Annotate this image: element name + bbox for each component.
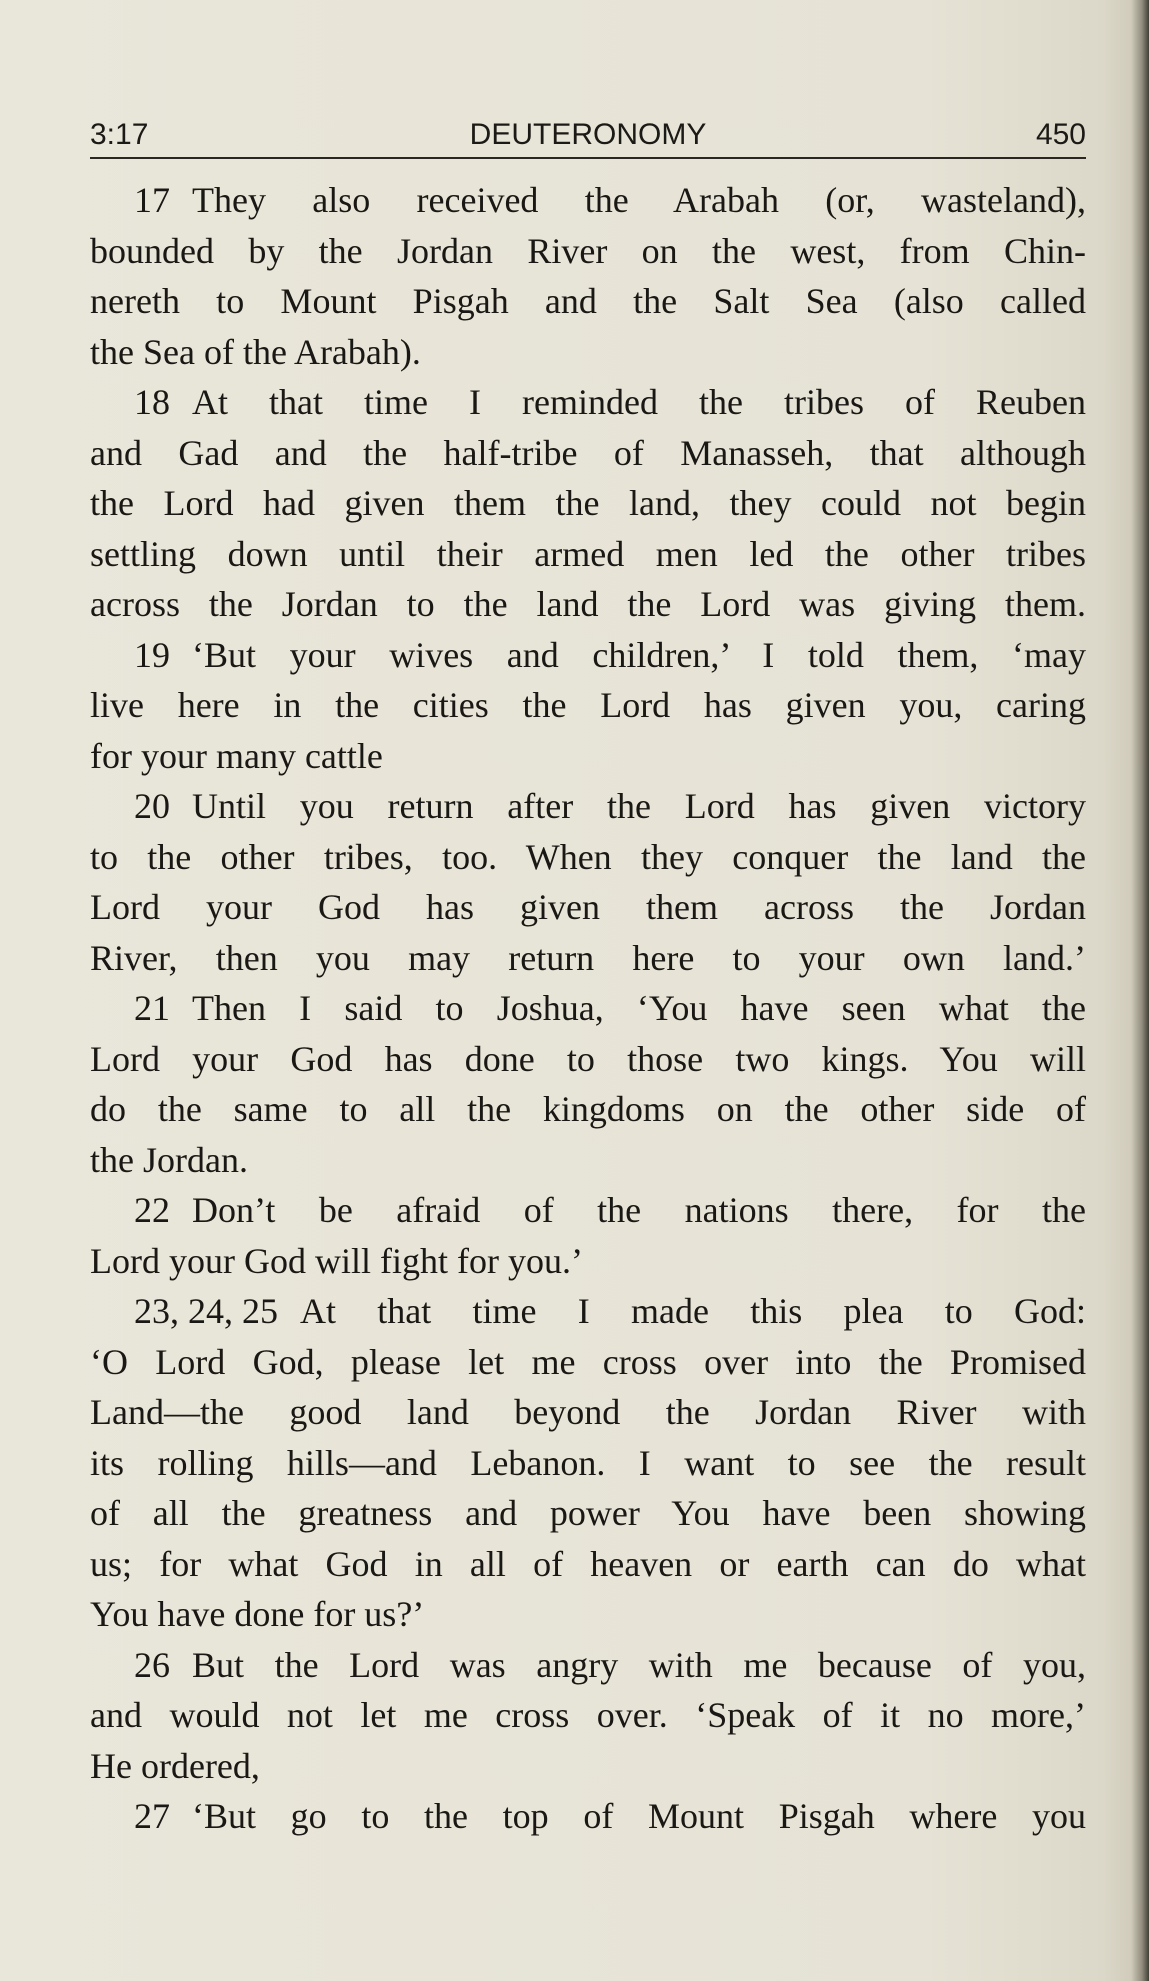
verse-number: 23, 24, 25 (134, 1291, 278, 1331)
text-line: of all the greatness and power You have been showing (90, 1493, 1086, 1533)
text-line: settling down until their armed men led the other tribes (90, 533, 1086, 574)
verse (90, 1791, 1086, 1842)
text-line: Lord your God has done to those two kings. You will (90, 1038, 1086, 1079)
text-line: 22 Don’t be afraid of the nations there, for the (90, 1185, 1086, 1236)
text-line: You have done for us?’ (90, 1594, 425, 1634)
text-line: us; for what God in all of heaven or earth can do what (90, 1543, 1086, 1584)
verse-number: 18 (134, 382, 170, 422)
text-line: its rolling hills—and Lebanon. I want to see the result (90, 1442, 1086, 1483)
text-line: He ordered, (90, 1745, 260, 1786)
text-line: Lord your God has given them across the Jordan (90, 887, 1086, 927)
text-line: and Gad and the half-tribe of Manasseh, that although (90, 432, 1086, 473)
verse-number: 27 (134, 1796, 170, 1836)
running-head (90, 118, 1086, 158)
verse-number: 19 (134, 634, 170, 675)
page-number: 450 (1035, 118, 1086, 151)
verse (90, 1185, 1086, 1286)
text-line: and would not let me cross over. ‘Speak of it no more,’ (90, 1695, 1086, 1735)
text-line: bounded by the Jordan River on the west, from Chin- (90, 230, 1086, 271)
verse (90, 1286, 1086, 1640)
verse-number: 20 (134, 786, 170, 826)
text-line: the Lord had given them the land, they could not begin (90, 483, 1086, 523)
text-line: to the other tribes, too. When they conquer the land the (90, 836, 1086, 877)
verse-number: 21 (134, 988, 170, 1028)
verse (90, 781, 1086, 983)
verse-number: 22 (134, 1190, 170, 1230)
verse (90, 175, 1086, 377)
text-line: across the Jordan to the land the Lord was giving them. (90, 584, 1086, 624)
text-line: 17 They also received the Arabah (or, wasteland), (90, 175, 1086, 226)
text-line: Lord your God will fight for you.’ (90, 1240, 583, 1281)
text-line: for your many cattle (90, 735, 383, 776)
body-text (90, 175, 1086, 1842)
book-title: DEUTERONOMY (469, 118, 707, 151)
verse-number: 17 (134, 180, 170, 220)
page-edge-shadow (1131, 0, 1149, 1981)
verse (90, 1640, 1086, 1792)
text-line: the Sea of the Arabah). (90, 331, 421, 372)
text-line: 27 ‘But go to the top of Mount Pisgah where you (90, 1791, 1086, 1842)
text-line: 20 Until you return after the Lord has given victory (90, 781, 1086, 832)
text-line: do the same to all the kingdoms on the other side of (90, 1089, 1086, 1129)
verse (90, 630, 1086, 782)
text-line: 26 But the Lord was angry with me because of you, (90, 1640, 1086, 1691)
text-line: ‘O Lord God, please let me cross over into the Promised (90, 1341, 1086, 1382)
text-line: 23, 24, 25 At that time I made this plea to God: (90, 1286, 1086, 1337)
verse (90, 377, 1086, 630)
chapter-verse-reference: 3:17 (90, 118, 149, 151)
text-line: 19 ‘But your wives and children,’ I told them, ‘may (90, 630, 1086, 681)
header-rule (90, 157, 1086, 159)
text-line: live here in the cities the Lord has given you, caring (90, 685, 1086, 725)
text-line: 18 At that time I reminded the tribes of Reuben (90, 377, 1086, 428)
text-line: the Jordan. (90, 1139, 248, 1180)
text-line: 21 Then I said to Joshua, ‘You have seen what the (90, 983, 1086, 1034)
text-line: River, then you may return here to your own land.’ (90, 937, 1086, 978)
verse-number: 26 (134, 1644, 170, 1685)
text-line: Land—the good land beyond the Jordan River with (90, 1392, 1086, 1432)
text-line: nereth to Mount Pisgah and the Salt Sea (also called (90, 281, 1086, 321)
verse (90, 983, 1086, 1185)
